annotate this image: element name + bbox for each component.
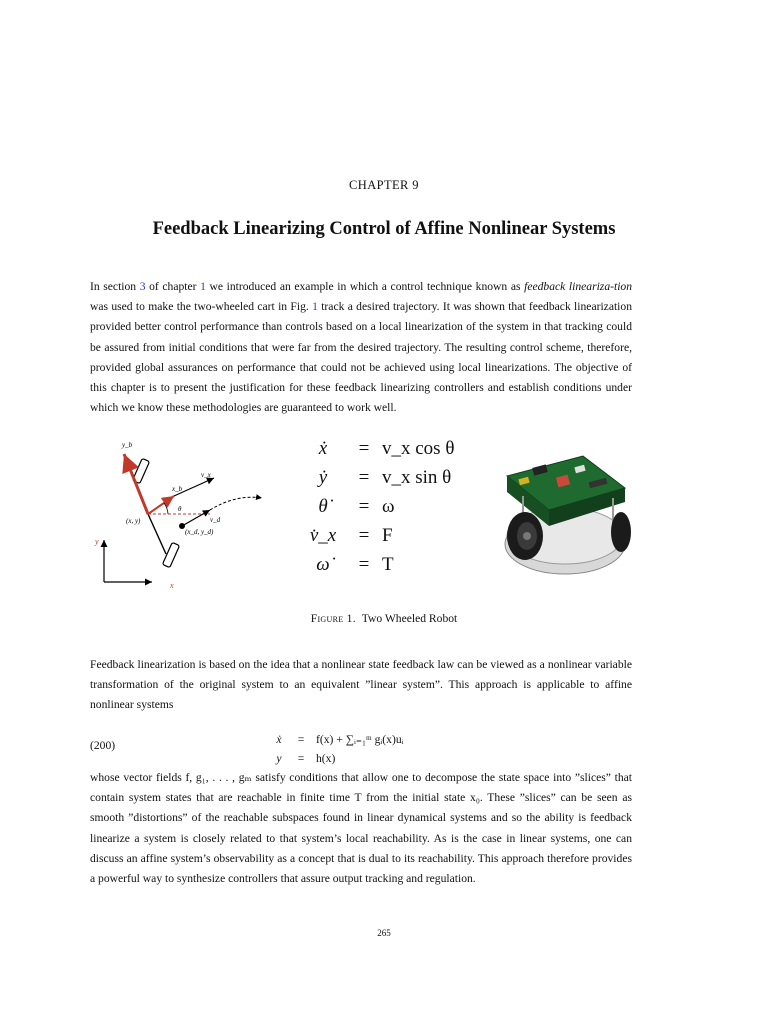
section-ref-link[interactable]: 3 bbox=[139, 280, 146, 293]
equation-rhs: f(x) + ∑ᵢ₌₁ᵐ gᵢ(x)uᵢ bbox=[316, 733, 404, 746]
vd-arrow bbox=[182, 510, 210, 526]
slices-paragraph: whose vector fields f, g₁, . . . , gₘ satisfy conditions that allow one to decompose the state space into ”slices” that contain system states that are reachable in finite time T from the initial state x₀. These ”slices” can be seen as smooth ”distortions” of the reachable subspaces found in linear dynamical systems and so the ability is feedback linearize a system is closely related to that system’s local reachability. As is the case in linear systems, one can discuss an affine system’s observability as a concept that is dual to its reachability. This approach therefore provides a powerful way to synthesize controllers that assure output tracking and regulation. bbox=[90, 771, 632, 886]
xy-label: (x, y) bbox=[126, 517, 141, 525]
equation-op: = bbox=[358, 554, 370, 575]
chapter-label: CHAPTER 9 bbox=[349, 178, 419, 192]
feedback-paragraph: Feedback linearization is based on the idea that a nonlinear state feedback law can be viewed as a nonlinear variable transformation of the original system to an equivalent ”linear system”. This approach is applicable to affine nonlinear systems bbox=[90, 658, 632, 712]
equation-lhs: θ̇ bbox=[318, 496, 328, 517]
kinematics-equation-row bbox=[302, 463, 502, 492]
y-axis-label: y bbox=[95, 537, 99, 546]
text-run: In section bbox=[90, 280, 140, 293]
figure-1 bbox=[80, 432, 700, 602]
chapter-ref-link[interactable]: 1 bbox=[200, 280, 206, 293]
figure-caption bbox=[0, 612, 768, 625]
vx-label: v_x bbox=[201, 471, 211, 479]
text-run: of chapter bbox=[145, 280, 201, 293]
equation-lhs: ω̇ bbox=[316, 554, 330, 575]
kinematics-equation-row bbox=[302, 434, 502, 463]
equation-op: = bbox=[358, 438, 370, 459]
equation-op: = bbox=[358, 525, 370, 546]
equation-lhs: v̇_x bbox=[309, 525, 337, 546]
equation-rhs: v_x cos θ bbox=[382, 438, 455, 459]
yb-label: y_b bbox=[122, 441, 133, 449]
theta-label: θ bbox=[178, 505, 182, 513]
theta-arc bbox=[164, 503, 168, 514]
desired-trajectory bbox=[210, 497, 262, 510]
robot-photo bbox=[493, 436, 633, 584]
equation-rhs: F bbox=[382, 525, 393, 546]
equation-number: (200) bbox=[90, 739, 116, 752]
robot-kinematics-diagram bbox=[86, 436, 276, 596]
equation-lhs: ẏ bbox=[318, 467, 328, 488]
kinematics-equations bbox=[302, 434, 502, 579]
xdyd-label: (x_d, y_d) bbox=[185, 528, 214, 536]
equation-lhs: y bbox=[276, 752, 282, 765]
equation-op: = bbox=[297, 752, 305, 765]
emphasized-term: feedback lineariza-tion bbox=[524, 280, 633, 293]
equation-lhs: ẋ bbox=[276, 733, 282, 746]
page-number: 265 bbox=[377, 928, 391, 938]
kinematics-equation-row bbox=[302, 550, 502, 579]
xb-label: x_b bbox=[172, 485, 183, 493]
chapter-title: Feedback Linearizing Control of Affine Nonlinear Systems bbox=[152, 219, 616, 239]
equation-rhs: T bbox=[382, 554, 394, 575]
equation-rhs: v_x sin θ bbox=[382, 467, 452, 488]
kinematics-equation-row bbox=[302, 521, 502, 550]
kinematics-equation-row bbox=[302, 492, 502, 521]
text-run: was used to make the two-wheeled cart in Fig. bbox=[90, 300, 313, 314]
equation-rhs: ω bbox=[382, 496, 395, 517]
x-axis-label: x bbox=[170, 581, 174, 590]
equation-op: = bbox=[358, 467, 370, 488]
caption-label: Figure 1. bbox=[310, 612, 356, 625]
vd-label: v_d bbox=[210, 516, 221, 524]
text-run: track a desired trajectory. It was shown that feedback linearization provided better control performance than controls based on a local linearization of the system in that tracking could be assured from initial conditions that were far from the desired trajectory. The resulting control scheme, therefore, provided global assurances on performance that could not be achieved using local linearizations. The objective of this chapter is to present the justification for these feedback linearizing controllers and establish conditions under which we know these methodologies are guaranteed to work well. bbox=[90, 300, 632, 415]
equation-lhs: ẋ bbox=[318, 438, 328, 459]
lower-wheel bbox=[162, 542, 179, 567]
left-wheel bbox=[507, 512, 543, 560]
right-wheel bbox=[611, 512, 631, 552]
equation-op: = bbox=[297, 733, 305, 746]
figure-ref-link[interactable]: 1 bbox=[312, 300, 318, 314]
intro-paragraph bbox=[90, 277, 632, 418]
equation-op: = bbox=[358, 496, 370, 517]
equation-rhs: h(x) bbox=[316, 752, 336, 765]
text-run: we introduced an example in which a control technique known as bbox=[205, 280, 525, 293]
xb-axis-arrow bbox=[148, 496, 174, 514]
caption-text: Two Wheeled Robot bbox=[361, 612, 458, 625]
wheel-axle bbox=[148, 514, 166, 554]
